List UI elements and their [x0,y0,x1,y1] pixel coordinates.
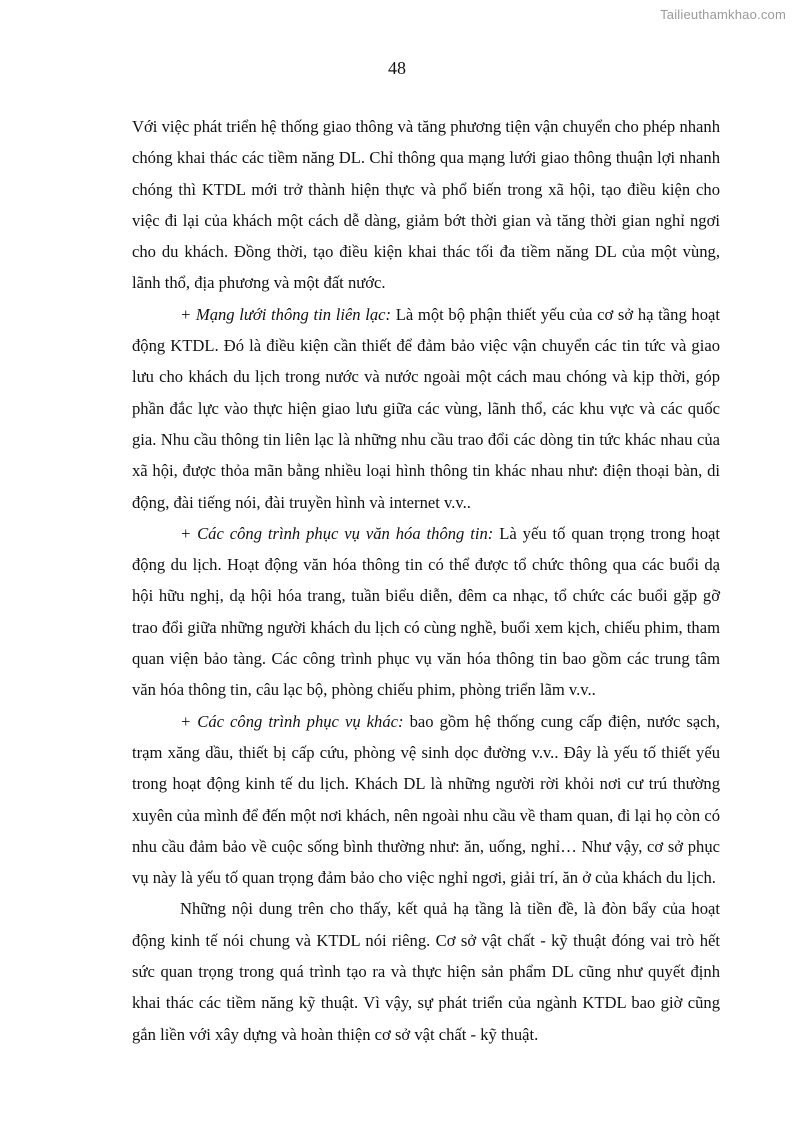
document-body [132,111,720,1050]
paragraph-text: Là một bộ phận thiết yếu của cơ sở hạ tầng hoạt động KTDL. Đó là điều kiện cần thiết để đảm bảo việc vận chuyển các tin tức và giao lưu cho khách du lịch trong nước và nước ngoài một cách mau chóng và kịp thời, góp phần đắc lực vào thực hiện giao lưu giữa các vùng, lãnh thổ, các khu vực và các quốc gia. Nhu cầu thông tin liên lạc là những nhu cầu trao đổi các dòng tin tức khác nhau của xã hội, được thỏa mãn bằng nhiều loại hình thông tin khác nhau như: điện thoại bàn, di động, đài tiếng nói, đài truyền hình và internet v.v.. [132,304,720,512]
paragraph-lead-heading: + Các công trình phục vụ khác: [180,711,404,731]
paragraph-other-facilities [132,706,720,894]
paragraph-communication-network [132,299,720,518]
paragraph-text: Những nội dung trên cho thấy, kết quả hạ tầng là tiền đề, là đòn bẩy của hoạt động kinh tế nói chung và KTDL nói riêng. Cơ sở vật chất - kỹ thuật đóng vai trò hết sức quan trọng trong quá trình tạo ra và thực hiện sản phẩm DL cũng như quyết định khai thác các tiềm năng kỹ thuật. Vì vậy, sự phát triển của ngành KTDL bao giờ cũng gắn liền với xây dựng và hoàn thiện cơ sở vật chất - kỹ thuật. [132,899,720,1044]
page-number: 48 [388,58,406,78]
paragraph-cultural-facilities [132,518,720,706]
paragraph-text: Với việc phát triển hệ thống giao thông và tăng phương tiện vận chuyển cho phép nhanh chóng khai thác các tiềm năng DL. Chỉ thông qua mạng lưới giao thông thuận lợi nhanh chóng thì KTDL mới trở thành hiện thực và phổ biến trong xã hội, tạo điều kiện cho việc đi lại của khách một cách dễ dàng, giảm bớt thời gian và tăng thời gian nghỉ ngơi cho du khách. Đồng thời, tạo điều kiện khai thác tối đa tiềm năng DL của một vùng, lãnh thổ, địa phương và một đất nước. [132,117,720,293]
paragraph-lead-heading: + Mạng lưới thông tin liên lạc: [180,304,392,324]
paragraph-text: Là yếu tố quan trọng trong hoạt động du lịch. Hoạt động văn hóa thông tin có thể được tổ chức thông qua các buổi dạ hội hữu nghị, dạ hội hóa trang, tuần biểu diễn, đêm ca nhạc, tổ chức các buổi gặp gỡ trao đổi giữa những người khách du lịch có cùng nghề, buổi xem kịch, chiếu phim, tham quan viện bảo tàng. Các công trình phục vụ văn hóa thông tin bao gồm các trung tâm văn hóa thông tin, câu lạc bộ, phòng chiếu phim, phòng triển lãm v.v.. [132,523,720,700]
paragraph-conclusion [132,893,720,1049]
paragraph-lead-heading: + Các công trình phục vụ văn hóa thông tin: [180,523,494,543]
paragraph-text: bao gồm hệ thống cung cấp điện, nước sạch, trạm xăng dầu, thiết bị cấp cứu, phòng vệ sinh dọc đường v.v.. Đây là yếu tố thiết yếu trong hoạt động kinh tế du lịch. Khách DL là những người rời khỏi nơi cư trú thường xuyên của mình để đến một nơi khách, nên ngoài nhu cầu về tham quan, đi lại họ còn có nhu cầu đảm bảo về cuộc sống bình thường như: ăn, uống, nghỉ… Như vậy, cơ sở phục vụ này là yếu tố quan trọng đảm bảo cho việc nghỉ ngơi, giải trí, ăn ở của khách du lịch. [132,711,720,888]
paragraph-transport [132,111,720,299]
watermark-text: Tailieuthamkhao.com [660,7,786,22]
